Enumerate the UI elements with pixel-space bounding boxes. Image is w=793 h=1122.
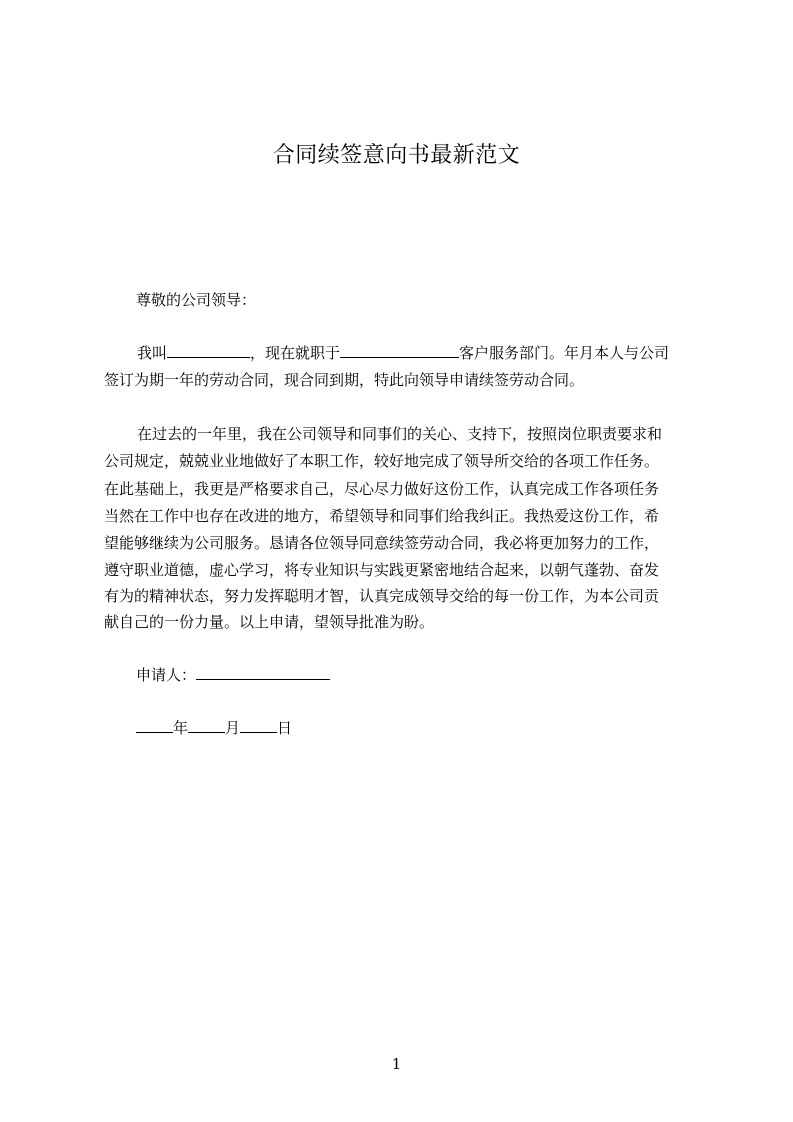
name-blank: [167, 343, 250, 358]
intro-text-employer-label: ，现在就职于: [250, 344, 341, 362]
paragraph-body-line: 有为的精神状态，努力发挥聪明才智，认真完成领导交给的每一份工作，为本公司贡: [104, 587, 660, 605]
day-label: 日: [277, 719, 293, 737]
day-blank: [240, 718, 277, 733]
intro-text-name-label: 我叫: [137, 344, 168, 362]
date-line: [136, 718, 292, 738]
paragraph-body-line: 在过去的一年里，我在公司领导和同事们的关心、支持下，按照岗位职责要求和: [137, 425, 663, 443]
applicant-label: 申请人：: [136, 666, 197, 684]
paragraph-body-line: 在此基础上，我更是严格要求自己，尽心尽力做好这份工作，认真完成工作各项任务: [104, 480, 660, 498]
intro-text-department: 客户服务部门。年月本人与公司: [459, 344, 670, 362]
page-number: 1: [391, 1055, 402, 1073]
applicant-blank: [196, 665, 330, 680]
paragraph-body-line: 遵守职业道德，虚心学习，将专业知识与实践更紧密地结合起来，以朝气蓬勃、奋发: [104, 561, 660, 579]
month-label: 月: [225, 719, 241, 737]
paragraph-body-line: 献自己的一份力量。以上申请，望领导批准为盼。: [104, 613, 435, 631]
year-label: 年: [173, 719, 189, 737]
month-blank: [188, 718, 225, 733]
paragraph-intro-line-2: 签订为期一年的劳动合同，现合同到期，特此向领导申请续签劳动合同。: [104, 371, 585, 389]
paragraph-body-line: 望能够继续为公司服务。恳请各位领导同意续签劳动合同，我必将更加努力的工作，: [104, 534, 660, 552]
year-blank: [136, 718, 173, 733]
employer-blank: [340, 343, 459, 358]
salutation: 尊敬的公司领导：: [136, 291, 257, 309]
paragraph-body-line: 当然在工作中也存在改进的地方，希望领导和同事们给我纠正。我热爱这份工作，希: [104, 507, 660, 525]
document-title: 合同续签意向书最新范文: [272, 143, 521, 168]
applicant-signature-line: [136, 665, 330, 685]
paragraph-body-line: 公司规定，兢兢业业地做好了本职工作，较好地完成了领导所交给的各项工作任务。: [104, 452, 660, 470]
paragraph-intro-line-1: [137, 343, 669, 363]
